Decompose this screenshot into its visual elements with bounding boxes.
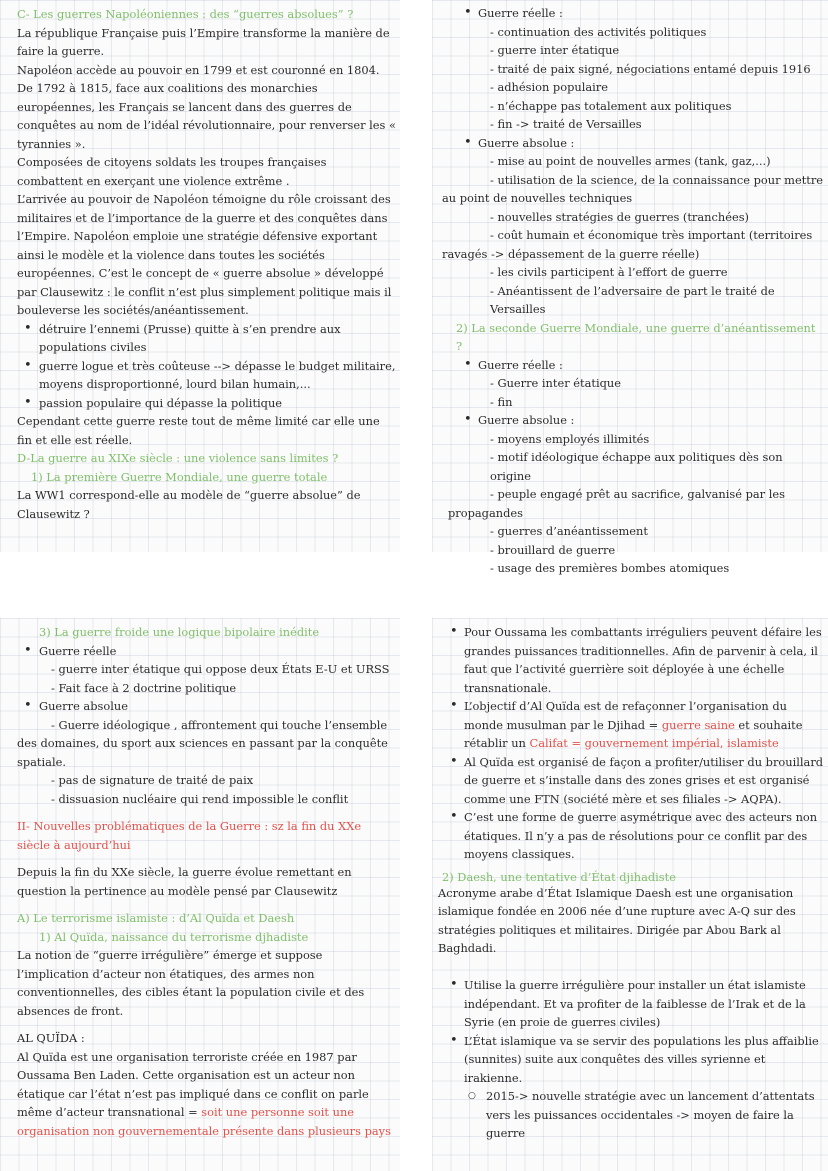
heading-cold-war: 3) La guerre froide une logique bipolaire inédite bbox=[39, 625, 320, 639]
subheading-al-qaida: 1) Al Quïda, naissance du terrorisme djhadiste bbox=[39, 929, 309, 944]
paragraph bbox=[17, 1048, 396, 1141]
bullet-list bbox=[438, 976, 824, 1143]
list-subitem: - peuple engagé prêt au sacrifice, galvanisé par les bbox=[490, 487, 785, 501]
heading-xix-century: D-La guerre au XIXe siècle : une violence sans limites ? bbox=[17, 451, 339, 465]
list-item: • Al Quïda est organisé de façon a profiter/utiliser du brouillard de guerre et s’installe dans des zones grises et est organisé comme une FTN (société mère et ses filiales -> AQPA). bbox=[438, 753, 824, 809]
list-subitem: ○ 2015-> nouvelle stratégie avec un lancement d’attentats vers les puissances occidentales -> moyen de faire la guerre bbox=[438, 1087, 824, 1143]
list-subitem: - mise au point de nouvelles armes (tank, gaz,...) bbox=[490, 154, 771, 168]
paragraph: Cependant cette guerre reste tout de même limité car elle une fin et elle est réelle. bbox=[17, 414, 380, 447]
list-item: • Guerre réelle bbox=[17, 642, 396, 661]
notes-page-bottom-left bbox=[0, 618, 400, 1171]
paragraph: Napoléon accède au pouvoir en 1799 et est couronné en 1804. De 1792 à 1815, face aux coalitions des monarchies européennes, les Français se lancent dans des guerres de conquêtes au nom de l’idéal révolutionnaire, pour renverser les « tyrannies ». bbox=[17, 62, 396, 151]
list-subitem: - les civils participent à l’effort de guerre bbox=[490, 265, 728, 279]
paragraph: La république Française puis l’Empire transforme la manière de faire la guerre. bbox=[17, 25, 390, 58]
list-item: • Utilise la guerre irrégulière pour installer un état islamiste indépendant. Et va profiter de la faiblesse de l’Irak et de la Syrie (en proie de guerres civiles) bbox=[438, 976, 824, 1032]
notes-page-top-right bbox=[432, 0, 828, 575]
subheading-ww1: 1) La première Guerre Mondiale, une guerre totale bbox=[31, 469, 328, 484]
list-subitem: - fin -> traité de Versailles bbox=[490, 117, 642, 131]
list-text: L’objectif d’Al Quïda est de refaçonner l’organisation du monde musulman par le Djihad = bbox=[464, 699, 788, 732]
bullet-list bbox=[17, 320, 396, 413]
list-subitem: - coût humain et économique très important (territoires bbox=[490, 228, 813, 242]
list-item: • L’État islamique va se servir des populations les plus affaiblie (sunnites) suite aux conquêtes des villes syrienne et irakienne. bbox=[438, 1032, 824, 1088]
list-item: • Guerre absolue bbox=[17, 697, 396, 716]
list-subitem: - continuation des activités politiques bbox=[490, 24, 707, 39]
paragraph: La notion de “guerre irrégulière” émerge et suppose l’implication d’acteur non étatiques, des armes non conventionnelles, des cibles étant la population civile et des absences de front. bbox=[17, 948, 365, 1018]
list-item: • Guerre réelle : bbox=[442, 356, 824, 375]
paragraph: Depuis la fin du XXe siècle, la guerre évolue remettant en question la pertinence au modèle pensé par Clausewitz bbox=[17, 865, 352, 898]
list-item: • passion populaire qui dépasse la politique bbox=[17, 394, 396, 413]
list-subitem: - motif idéologique échappe aux politiques dès son origine bbox=[490, 450, 783, 483]
list-subitem: - guerre inter étatique qui oppose deux États E-U et URSS bbox=[51, 662, 390, 676]
paragraph: L’arrivée au pouvoir de Napoléon témoigne du rôle croissant des militaires et de l’importance de la guerre et des conquêtes dans l’Empire. Napoléon emploie une stratégie défensive exportant ainsi le modèle et la violence dans toutes les sociétés européennes. C’est le concept de « guerre absolue » développé par Clausewitz : le conflit n’est plus simplement politique mais il bouleverse les sociétés/anéantissement. bbox=[17, 192, 392, 317]
list-subitem: - guerres d’anéantissement bbox=[490, 524, 648, 538]
list-subitem: - brouillard de guerre bbox=[490, 542, 616, 557]
list-subitem-continued: propagandes bbox=[448, 505, 523, 520]
list-subitem: - Fait face à 2 doctrine politique bbox=[51, 680, 237, 695]
list-subitem: - guerre inter étatique bbox=[490, 43, 620, 57]
label-al-qaida: AL QUÏDA : bbox=[17, 1031, 85, 1045]
list-item: • Guerre réelle : bbox=[442, 4, 824, 23]
paragraph: Composées de citoyens soldats les troupes françaises combattent en exerçant une violence extrême . bbox=[17, 155, 327, 188]
list-subitem: - fin bbox=[490, 394, 513, 409]
list-text: et souhaite rétablir un bbox=[464, 717, 803, 750]
paragraph: La WW1 correspond-elle au modèle de “guerre absolue” de Clausewitz ? bbox=[17, 488, 361, 521]
heading-ww2: 2) La seconde Guerre Mondiale, une guerre d’anéantissement ? bbox=[456, 320, 816, 353]
notes-page-top-left bbox=[0, 0, 400, 552]
list-subitem: - dissuasion nucléaire qui rend impossible le conflit bbox=[51, 791, 349, 806]
highlight-term: Califat = gouvernement impérial, islamiste bbox=[529, 736, 779, 750]
list-subitem: - Anéantissent de l’adversaire de part le traité de Versailles bbox=[490, 283, 775, 316]
heading-new-problems: II- Nouvelles problématiques de la Guerre : sz la fin du XXe siècle à aujourd’hui bbox=[17, 819, 362, 852]
list-subitem: - Guerre idéologique , affrontement qui touche l’ensemble des domaines, du sport aux sciences en passant par la conquête spatiale. bbox=[17, 717, 388, 769]
list-item bbox=[438, 697, 824, 753]
highlight-term: guerre saine bbox=[661, 717, 735, 732]
list-item: • Guerre absolue : bbox=[442, 134, 824, 153]
list-item: • guerre logue et très coûteuse --> dépasse le budget militaire, moyens disproportionné, lourd bilan humain,... bbox=[17, 357, 396, 394]
list-subitem: - moyens employés illimités bbox=[490, 431, 650, 446]
list-subitem: - n’échappe pas totalement aux politiques bbox=[490, 98, 732, 113]
paragraph: Acronyme arabe d’État Islamique Daesh est une organisation islamique fondée en 2006 née d’une rupture avec A-Q sur des stratégies politiques et militaires. Dirigée par Abou Bark al Baghdadi. bbox=[438, 885, 796, 955]
list-subitem-continued: ravagés -> dépassement de la guerre réelle) bbox=[442, 246, 700, 261]
list-item: • C’est une forme de guerre asymétrique avec des acteurs non étatiques. Il n’y a pas de résolutions pour ce conflit par des moyens classiques. bbox=[438, 808, 824, 864]
bullet-list bbox=[438, 623, 824, 864]
list-subitem: - utilisation de la science, de la connaissance pour mettre bbox=[490, 172, 824, 187]
list-subitem: - adhésion populaire bbox=[490, 80, 608, 94]
list-subitem: - Guerre inter étatique bbox=[490, 376, 621, 390]
list-item: • détruire l’ennemi (Prusse) quitte à s’en prendre aux populations civiles bbox=[17, 320, 396, 357]
paragraph-text: Al Quïda est une organisation terroriste créée en 1987 par Oussama Ben Laden. Cette organisation est un acteur non étatique car l’état n’est pas impliqué dans ce conflit on parle même d’acteur transnational = bbox=[17, 1049, 369, 1119]
list-item: • Guerre absolue : bbox=[442, 411, 824, 430]
list-subitem: - usage des premières bombes atomiques bbox=[490, 561, 730, 575]
heading-terrorism: A) Le terrorisme islamiste : d’Al Quïda et Daesh bbox=[17, 911, 295, 925]
list-subitem: - pas de signature de traité de paix bbox=[51, 773, 254, 787]
heading-daesh: 2) Daesh, une tentative d’État djihadiste bbox=[442, 869, 676, 884]
list-subitem-continued: au point de nouvelles techniques bbox=[442, 191, 633, 205]
heading-napoleonic-wars: C- Les guerres Napoléoniennes : des “guerres absolues” ? bbox=[17, 7, 354, 21]
list-subitem: - traité de paix signé, négociations entamé depuis 1916 bbox=[490, 61, 811, 76]
notes-page-bottom-right bbox=[432, 618, 828, 1171]
list-subitem: - nouvelles stratégies de guerres (tranchées) bbox=[490, 209, 749, 224]
highlight-definition: soit une personne soit une organisation non gouvernementale présente dans plusieurs pays bbox=[17, 1105, 391, 1138]
list-item: • Pour Oussama les combattants irréguliers peuvent défaire les grandes puissances traditionnelles. Afin de parvenir à cela, il faut que l’activité guerrière soit déployée à une échelle transnationale. bbox=[438, 623, 824, 697]
